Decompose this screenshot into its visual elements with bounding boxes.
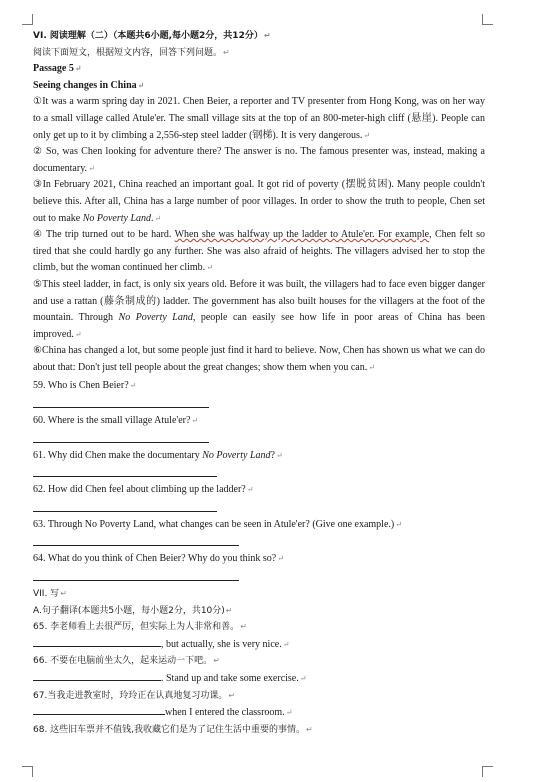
document-page xyxy=(33,28,485,738)
answer-line-65: , but actually, she is very nice.↵ xyxy=(33,636,485,654)
corner-mark-bottom-right xyxy=(482,766,493,777)
answer-blank-60[interactable] xyxy=(33,430,209,443)
question-67: 67.当我走进教室时，玲玲正在认真地复习功课。↵ xyxy=(33,690,236,701)
answer-line-66: . Stand up and take some exercise.↵ xyxy=(33,670,485,688)
question-68: 68. 这些旧车票并不值钱,我收藏它们是为了记住生活中重要的事情。↵ xyxy=(33,724,313,735)
paragraph-6: ⑥China has changed a lot, but some people just find it hard to believe. Now, Chen has shown us what we can do about that: Don't just tell people about the great changes; show them when you can.↵ xyxy=(33,345,485,373)
paragraph-5: ⑤This steel ladder, in fact, is only six years old. Before it was built, the villagers had to face even bigger danger and use a rattan (藤条制成的) ladder. The government has also built houses for the villagers at the foot of the mountain. Through No Poverty Land, people can easily see how life in poor areas of China has been improved.↵ xyxy=(33,278,486,340)
paragraph-1: ①It was a warm spring day in 2021. Chen Beier, a reporter and TV presenter from Hong Kong, was on her way to a small village called Atule'er. The small village sits at the top of an 800-meter-high cliff (悬崖). People can only get up to it by climbing a 2,556-step steel ladder (钢梯). It is very dangerous.↵ xyxy=(33,96,485,141)
question-66: 66. 不要在电脑前坐太久，起来运动一下吧。↵ xyxy=(33,656,220,667)
section-7-title: VII. 写↵ xyxy=(33,589,67,600)
corner-mark-top-left xyxy=(22,14,33,25)
paragraph-4: ④ The trip turned out to be hard. When she was halfway up the ladder to Atule'er. For example, Chen felt so tired that she could hardly go any further. She was also afraid of heights. The villagers advised her to stop the climb, but the woman continued her climb.↵ xyxy=(33,229,485,274)
underlined-sentence: When she was halfway up the ladder to Atule'er. For example xyxy=(174,229,430,241)
passage-title: Seeing changes in China↵ xyxy=(33,79,145,91)
instruction: 阅读下面短文，根据短文内容，回答下列问题。↵ xyxy=(33,47,230,58)
corner-mark-top-right xyxy=(482,14,493,25)
passage-label: Passage 5↵ xyxy=(33,63,82,75)
corner-mark-bottom-left xyxy=(22,766,33,777)
answer-blank-65[interactable] xyxy=(33,636,161,647)
answer-blank-64[interactable] xyxy=(33,568,239,581)
question-60: 60. Where is the small village Atule'er?↵ xyxy=(33,415,199,427)
answer-blank-66[interactable] xyxy=(33,670,161,681)
question-64: 64. What do you think of Chen Beier? Why do you think so?↵ xyxy=(33,553,284,565)
question-65: 65. 李老师看上去很严厉，但实际上为人非常和善。↵ xyxy=(33,622,247,633)
question-63: 63. Through No Poverty Land, what changes can be seen in Atule'er? (Give one example.)↵ xyxy=(33,518,402,530)
paragraph-3: ③In February 2021, China reached an important goal. It got rid of poverty (摆脱贫困). Many people couldn't believe this. After all, China has a large number of poor villages. In order to show the truth to people, Chen set out to make No Poverty Land.↵ xyxy=(33,179,485,224)
answer-blank-63[interactable] xyxy=(33,533,239,546)
question-61: 61. Why did Chen make the documentary No Poverty Land?↵ xyxy=(33,449,283,461)
paragraph-2: ② So, was Chen looking for adventure there? The answer is no. The famous presenter was, instead, making a documentary.↵ xyxy=(33,146,485,174)
question-62: 62. How did Chen feel about climbing up the ladder?↵ xyxy=(33,484,254,496)
answer-blank-61[interactable] xyxy=(33,464,217,477)
question-59: 59. Who is Chen Beier?↵ xyxy=(33,380,137,392)
section-7-subtitle: A.句子翻译(本题共5小题，每小题2分，共10分)↵ xyxy=(33,605,233,616)
answer-blank-67[interactable] xyxy=(33,704,165,715)
answer-blank-62[interactable] xyxy=(33,499,217,512)
answer-blank-59[interactable] xyxy=(33,395,209,408)
answer-line-67: when I entered the classroom.↵ xyxy=(33,704,485,722)
section-title: VI. 阅读理解（二）（本题共6小题,每小题2分，共12分）↵ xyxy=(33,31,271,41)
